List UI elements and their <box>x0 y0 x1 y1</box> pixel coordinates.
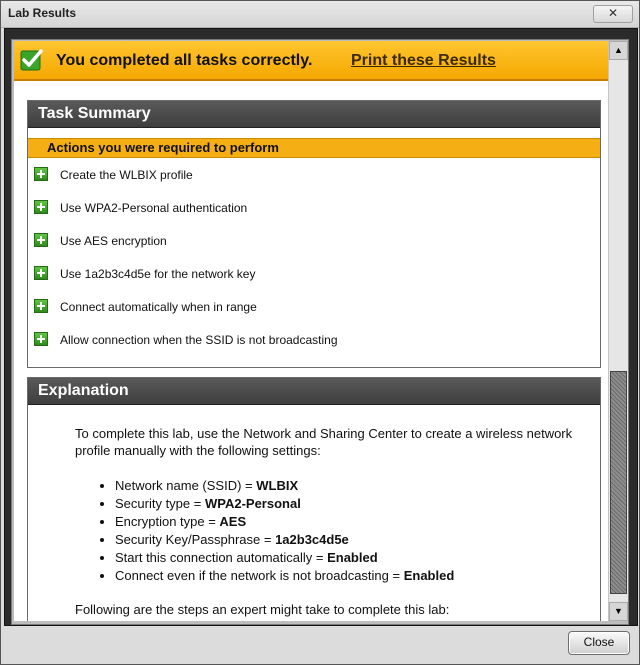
steps-intro: Following are the steps an expert might take to complete this lab: <box>75 602 450 617</box>
setting-label: Start this connection automatically = <box>115 550 328 565</box>
setting-label: Network name (SSID) = <box>115 478 257 493</box>
setting-value: Enabled <box>403 568 455 583</box>
expand-plus-icon[interactable] <box>34 233 48 247</box>
setting-item <box>115 549 580 567</box>
task-label: Connect automatically when in range <box>60 300 257 314</box>
results-scroll-area <box>14 41 608 621</box>
setting-item <box>115 495 580 513</box>
setting-value: WLBIX <box>256 478 299 493</box>
close-button[interactable]: Close <box>568 631 630 655</box>
scroll-up-arrow-icon[interactable]: ▲ <box>609 41 628 60</box>
print-results-link[interactable]: Print these Results <box>351 52 496 69</box>
scrollbar-thumb[interactable] <box>610 371 627 594</box>
expand-plus-icon[interactable] <box>34 167 48 181</box>
expand-plus-icon[interactable] <box>34 332 48 346</box>
task-summary-panel <box>27 100 601 368</box>
title-bar <box>1 1 639 28</box>
task-item <box>28 325 600 358</box>
checkmark-icon <box>20 49 44 71</box>
vertical-scrollbar[interactable] <box>608 41 628 621</box>
task-item <box>28 226 600 259</box>
setting-label: Security type = <box>115 496 205 511</box>
task-item <box>28 160 600 193</box>
task-list <box>28 158 600 358</box>
explanation-panel <box>27 377 601 621</box>
setting-value: 1a2b3c4d5e <box>275 532 349 547</box>
setting-item <box>115 567 580 585</box>
scroll-down-arrow-icon[interactable]: ▼ <box>609 602 628 621</box>
status-banner <box>14 41 608 81</box>
setting-label: Encryption type = <box>115 514 220 529</box>
expand-plus-icon[interactable] <box>34 266 48 280</box>
task-label: Use 1a2b3c4d5e for the network key <box>60 267 256 281</box>
explanation-intro: To complete this lab, use the Network and Sharing Center to create a wireless network profile manually with the following settings: <box>75 426 573 458</box>
task-item <box>28 193 600 226</box>
task-label: Use WPA2-Personal authentication <box>60 201 248 215</box>
setting-value: WPA2-Personal <box>204 496 301 511</box>
window-title: Lab Results <box>8 6 77 20</box>
setting-value: AES <box>219 514 247 529</box>
completion-message: You completed all tasks correctly. <box>56 52 313 69</box>
task-item <box>28 292 600 325</box>
task-item <box>28 259 600 292</box>
task-label: Create the WLBIX profile <box>60 168 193 182</box>
explanation-heading: Explanation <box>28 378 600 405</box>
explanation-body <box>28 405 600 618</box>
setting-item <box>115 513 580 531</box>
setting-item <box>115 477 580 495</box>
expand-plus-icon[interactable] <box>34 299 48 313</box>
expand-plus-icon[interactable] <box>34 200 48 214</box>
setting-value: Enabled <box>327 550 378 565</box>
task-summary-heading: Task Summary <box>28 101 600 128</box>
task-label: Use AES encryption <box>60 234 167 248</box>
setting-item <box>115 531 580 549</box>
setting-label: Security Key/Passphrase = <box>115 532 276 547</box>
actions-heading: Actions you were required to perform <box>28 138 600 158</box>
task-label: Allow connection when the SSID is not broadcasting <box>60 333 338 347</box>
settings-list <box>75 477 580 585</box>
setting-label: Connect even if the network is not broadcasting = <box>115 568 404 583</box>
window-close-button[interactable]: ✕ <box>593 5 633 23</box>
